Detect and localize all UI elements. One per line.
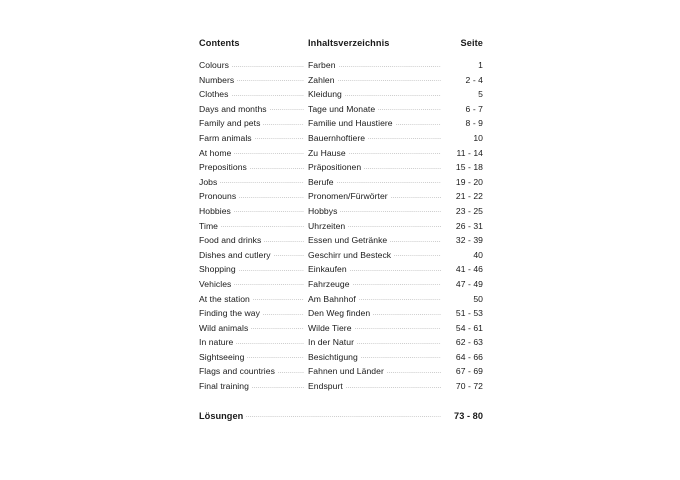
- toc-entry-german-cell: [308, 250, 445, 260]
- toc-entry-german-cell: [308, 104, 445, 114]
- toc-row[interactable]: [199, 337, 483, 352]
- toc-entry-page: 15 - 18: [455, 162, 483, 173]
- toc-entry-english: Final training: [199, 381, 249, 392]
- dotted-leader-icon: [246, 416, 441, 417]
- toc-entry-english: Vehicles: [199, 278, 232, 289]
- toc-row[interactable]: [199, 352, 483, 367]
- toc-entry-english: Family and pets: [199, 118, 261, 129]
- toc-entry-german-cell: [308, 75, 445, 85]
- dotted-leader-icon: [364, 168, 441, 169]
- dotted-leader-icon: [278, 372, 304, 373]
- toc-row[interactable]: [199, 381, 483, 396]
- toc-row[interactable]: [199, 221, 483, 236]
- toc-entry-english-cell: [199, 279, 308, 289]
- dotted-leader-icon: [340, 211, 441, 212]
- section-spacer: [199, 396, 483, 411]
- toc-entry-page: 19 - 20: [455, 176, 483, 187]
- toc-entry-page: 41 - 46: [455, 264, 483, 275]
- toc-entry-page: 8 - 9: [465, 118, 483, 129]
- dotted-leader-icon: [373, 314, 441, 315]
- toc-entry-page: 64 - 66: [455, 351, 483, 362]
- toc-entry-german: Den Weg finden: [308, 308, 371, 319]
- toc-entry-german: Besichtigung: [308, 351, 358, 362]
- toc-entry-german: Tage und Monate: [308, 103, 376, 114]
- dotted-leader-icon: [263, 124, 304, 125]
- toc-entry-german-cell: [308, 118, 445, 128]
- toc-entry-english-cell: [199, 264, 308, 274]
- dotted-leader-icon: [349, 153, 441, 154]
- toc-entry-page: 51 - 53: [455, 308, 483, 319]
- toc-entry-page: 2 - 4: [465, 74, 483, 85]
- dotted-leader-icon: [274, 255, 304, 256]
- column-header-page: Seite: [460, 38, 483, 48]
- toc-entry-german-cell: [308, 162, 445, 172]
- toc-entry-english: Wild animals: [199, 322, 249, 333]
- toc-entry-page: 40: [473, 249, 483, 260]
- dotted-leader-icon: [390, 241, 441, 242]
- dotted-leader-icon: [239, 197, 304, 198]
- dotted-leader-icon: [338, 80, 441, 81]
- dotted-leader-icon: [339, 66, 441, 67]
- toc-entry-german: Pronomen/Fürwörter: [308, 191, 388, 202]
- toc-entry-german-cell: [308, 89, 445, 99]
- toc-entry-page: 50: [473, 293, 483, 304]
- toc-entry-english-cell: [199, 118, 308, 128]
- toc-entry-english: Farm animals: [199, 132, 252, 143]
- toc-row[interactable]: [199, 75, 483, 90]
- toc-row[interactable]: [199, 264, 483, 279]
- toc-entry-german: Zu Hause: [308, 147, 346, 158]
- dotted-leader-icon: [234, 211, 304, 212]
- toc-row[interactable]: [199, 191, 483, 206]
- toc-entry-english-cell: [199, 89, 308, 99]
- dotted-leader-icon: [251, 328, 304, 329]
- toc-entry-english-cell: [199, 60, 308, 70]
- dotted-leader-icon: [394, 255, 441, 256]
- toc-entry-english: Food and drinks: [199, 235, 262, 246]
- toc-entry-english: Pronouns: [199, 191, 237, 202]
- toc-entry-german: In der Natur: [308, 337, 354, 348]
- toc-entry-german: Am Bahnhof: [308, 293, 356, 304]
- solutions-label-cell: [199, 411, 445, 421]
- toc-entry-english: Finding the way: [199, 308, 260, 319]
- toc-entry-english: Dishes and cutlery: [199, 249, 271, 260]
- toc-entry-german-cell: [308, 337, 445, 347]
- toc-entry-german: Hobbys: [308, 205, 338, 216]
- toc-entry-german-cell: [308, 294, 445, 304]
- toc-entry-german: Bauernhoftiere: [308, 132, 366, 143]
- toc-entry-german-cell: [308, 206, 445, 216]
- toc-entry-english-cell: [199, 308, 308, 318]
- toc-row[interactable]: [199, 235, 483, 250]
- toc-row[interactable]: [199, 250, 483, 265]
- dotted-leader-icon: [361, 357, 441, 358]
- toc-entry-german: Familie und Haustiere: [308, 118, 393, 129]
- column-header-german: Inhaltsverzeichnis: [308, 38, 390, 48]
- toc-entry-german: Fahrzeuge: [308, 278, 350, 289]
- dotted-leader-icon: [396, 124, 441, 125]
- dotted-leader-icon: [253, 299, 304, 300]
- toc-entry-german-cell: [308, 60, 445, 70]
- toc-entry-page: 47 - 49: [455, 278, 483, 289]
- toc-entry-english: Jobs: [199, 176, 218, 187]
- toc-entry-german: Präpositionen: [308, 162, 362, 173]
- dotted-leader-icon: [237, 80, 304, 81]
- toc-entry-german-cell: [308, 235, 445, 245]
- toc-entry-page: 23 - 25: [455, 205, 483, 216]
- toc-entry-english: In nature: [199, 337, 234, 348]
- toc-entry-page: 62 - 63: [455, 337, 483, 348]
- toc-entry-german: Fahnen und Länder: [308, 366, 384, 377]
- dotted-leader-icon: [263, 314, 304, 315]
- toc-entry-german: Geschirr und Besteck: [308, 249, 392, 260]
- toc-entry-english-cell: [199, 206, 308, 216]
- table-of-contents: [199, 38, 483, 425]
- dotted-leader-icon: [236, 343, 304, 344]
- dotted-leader-icon: [357, 343, 441, 344]
- column-header-english: Contents: [199, 38, 240, 48]
- toc-row[interactable]: [199, 294, 483, 309]
- toc-entry-english: Shopping: [199, 264, 236, 275]
- toc-entry-english-cell: [199, 294, 308, 304]
- toc-entry-english-cell: [199, 337, 308, 347]
- toc-entry-english: Clothes: [199, 89, 229, 100]
- toc-entry-english-cell: [199, 323, 308, 333]
- toc-entry-english: Days and months: [199, 103, 267, 114]
- dotted-leader-icon: [270, 109, 304, 110]
- toc-row[interactable]: [199, 206, 483, 221]
- toc-entry-english-cell: [199, 250, 308, 260]
- dotted-leader-icon: [255, 138, 304, 139]
- dotted-leader-icon: [378, 109, 441, 110]
- toc-entry-page: 32 - 39: [455, 235, 483, 246]
- toc-entry-list: [199, 60, 483, 396]
- toc-entry-english: Prepositions: [199, 162, 247, 173]
- toc-entry-german-cell: [308, 148, 445, 158]
- toc-row[interactable]: [199, 323, 483, 338]
- toc-entry-english-cell: [199, 191, 308, 201]
- solutions-label: Lösungen: [199, 410, 244, 421]
- toc-entry-page: 54 - 61: [455, 322, 483, 333]
- dotted-leader-icon: [391, 197, 441, 198]
- toc-entry-german: Farben: [308, 60, 336, 70]
- toc-entry-english: At home: [199, 147, 232, 158]
- toc-entry-english: Flags and countries: [199, 366, 275, 377]
- toc-entry-page: 1: [478, 60, 483, 70]
- dotted-leader-icon: [345, 95, 441, 96]
- toc-entry-german: Endspurt: [308, 381, 343, 392]
- solutions-page: 73 - 80: [454, 410, 483, 421]
- toc-entry-english: Hobbies: [199, 205, 231, 216]
- toc-entry-german-cell: [308, 366, 445, 376]
- toc-entry-german-cell: [308, 133, 445, 143]
- toc-entry-english-cell: [199, 148, 308, 158]
- dotted-leader-icon: [350, 270, 441, 271]
- toc-row[interactable]: [199, 89, 483, 104]
- toc-entry-english-cell: [199, 162, 308, 172]
- toc-entry-german-cell: [308, 279, 445, 289]
- toc-row-solutions[interactable]: [199, 411, 483, 426]
- toc-row[interactable]: [199, 60, 483, 75]
- toc-entry-english-cell: [199, 75, 308, 85]
- toc-entry-german-cell: [308, 323, 445, 333]
- toc-entry-german: Kleidung: [308, 89, 342, 100]
- toc-entry-english: Sightseeing: [199, 351, 245, 362]
- toc-entry-english-cell: [199, 177, 308, 187]
- toc-entry-german: Essen und Getränke: [308, 235, 388, 246]
- toc-entry-german: Wilde Tiere: [308, 322, 352, 333]
- toc-entry-english: Numbers: [199, 74, 235, 85]
- toc-row[interactable]: [199, 308, 483, 323]
- dotted-leader-icon: [348, 226, 441, 227]
- toc-entry-page: 21 - 22: [455, 191, 483, 202]
- toc-entry-page: 67 - 69: [455, 366, 483, 377]
- dotted-leader-icon: [221, 226, 304, 227]
- dotted-leader-icon: [234, 153, 304, 154]
- toc-row[interactable]: [199, 366, 483, 381]
- toc-entry-english: At the station: [199, 293, 250, 304]
- dotted-leader-icon: [264, 241, 304, 242]
- toc-entry-english-cell: [199, 381, 308, 391]
- toc-entry-english-cell: [199, 366, 308, 376]
- toc-entry-german-cell: [308, 264, 445, 274]
- dotted-leader-icon: [247, 357, 304, 358]
- toc-entry-page: 11 - 14: [456, 147, 483, 158]
- toc-entry-german: Zahlen: [308, 74, 335, 85]
- toc-entry-english-cell: [199, 352, 308, 362]
- dotted-leader-icon: [387, 372, 441, 373]
- toc-row[interactable]: [199, 162, 483, 177]
- toc-entry-page: 70 - 72: [455, 381, 483, 392]
- toc-entry-english-cell: [199, 133, 308, 143]
- toc-entry-page: 5: [478, 89, 483, 100]
- toc-entry-page: 26 - 31: [455, 220, 483, 231]
- toc-entry-english-cell: [199, 104, 308, 114]
- toc-entry-english: Colours: [199, 60, 229, 70]
- toc-entry-page: 6 - 7: [465, 103, 483, 114]
- dotted-leader-icon: [250, 168, 304, 169]
- dotted-leader-icon: [239, 270, 304, 271]
- toc-entry-german-cell: [308, 352, 445, 362]
- toc-entry-english: Time: [199, 220, 218, 231]
- dotted-leader-icon: [337, 182, 441, 183]
- toc-row[interactable]: [199, 133, 483, 148]
- toc-entry-german-cell: [308, 177, 445, 187]
- toc-entry-german: Uhrzeiten: [308, 220, 346, 231]
- toc-entry-german-cell: [308, 381, 445, 391]
- toc-entry-german: Einkaufen: [308, 264, 347, 275]
- toc-row[interactable]: [199, 279, 483, 294]
- dotted-leader-icon: [252, 387, 304, 388]
- toc-entry-page: 10: [473, 132, 483, 143]
- toc-row[interactable]: [199, 104, 483, 119]
- toc-entry-german: Berufe: [308, 176, 334, 187]
- toc-entry-german-cell: [308, 308, 445, 318]
- dotted-leader-icon: [368, 138, 441, 139]
- dotted-leader-icon: [346, 387, 441, 388]
- dotted-leader-icon: [234, 284, 304, 285]
- dotted-leader-icon: [359, 299, 441, 300]
- toc-entry-german-cell: [308, 221, 445, 231]
- toc-row[interactable]: [199, 148, 483, 163]
- table-header-row: [199, 38, 483, 60]
- dotted-leader-icon: [353, 284, 441, 285]
- dotted-leader-icon: [232, 95, 305, 96]
- toc-row[interactable]: [199, 177, 483, 192]
- toc-entry-english-cell: [199, 235, 308, 245]
- dotted-leader-icon: [220, 182, 304, 183]
- toc-entry-english-cell: [199, 221, 308, 231]
- dotted-leader-icon: [232, 66, 304, 67]
- toc-row[interactable]: [199, 118, 483, 133]
- toc-entry-german-cell: [308, 191, 445, 201]
- dotted-leader-icon: [355, 328, 441, 329]
